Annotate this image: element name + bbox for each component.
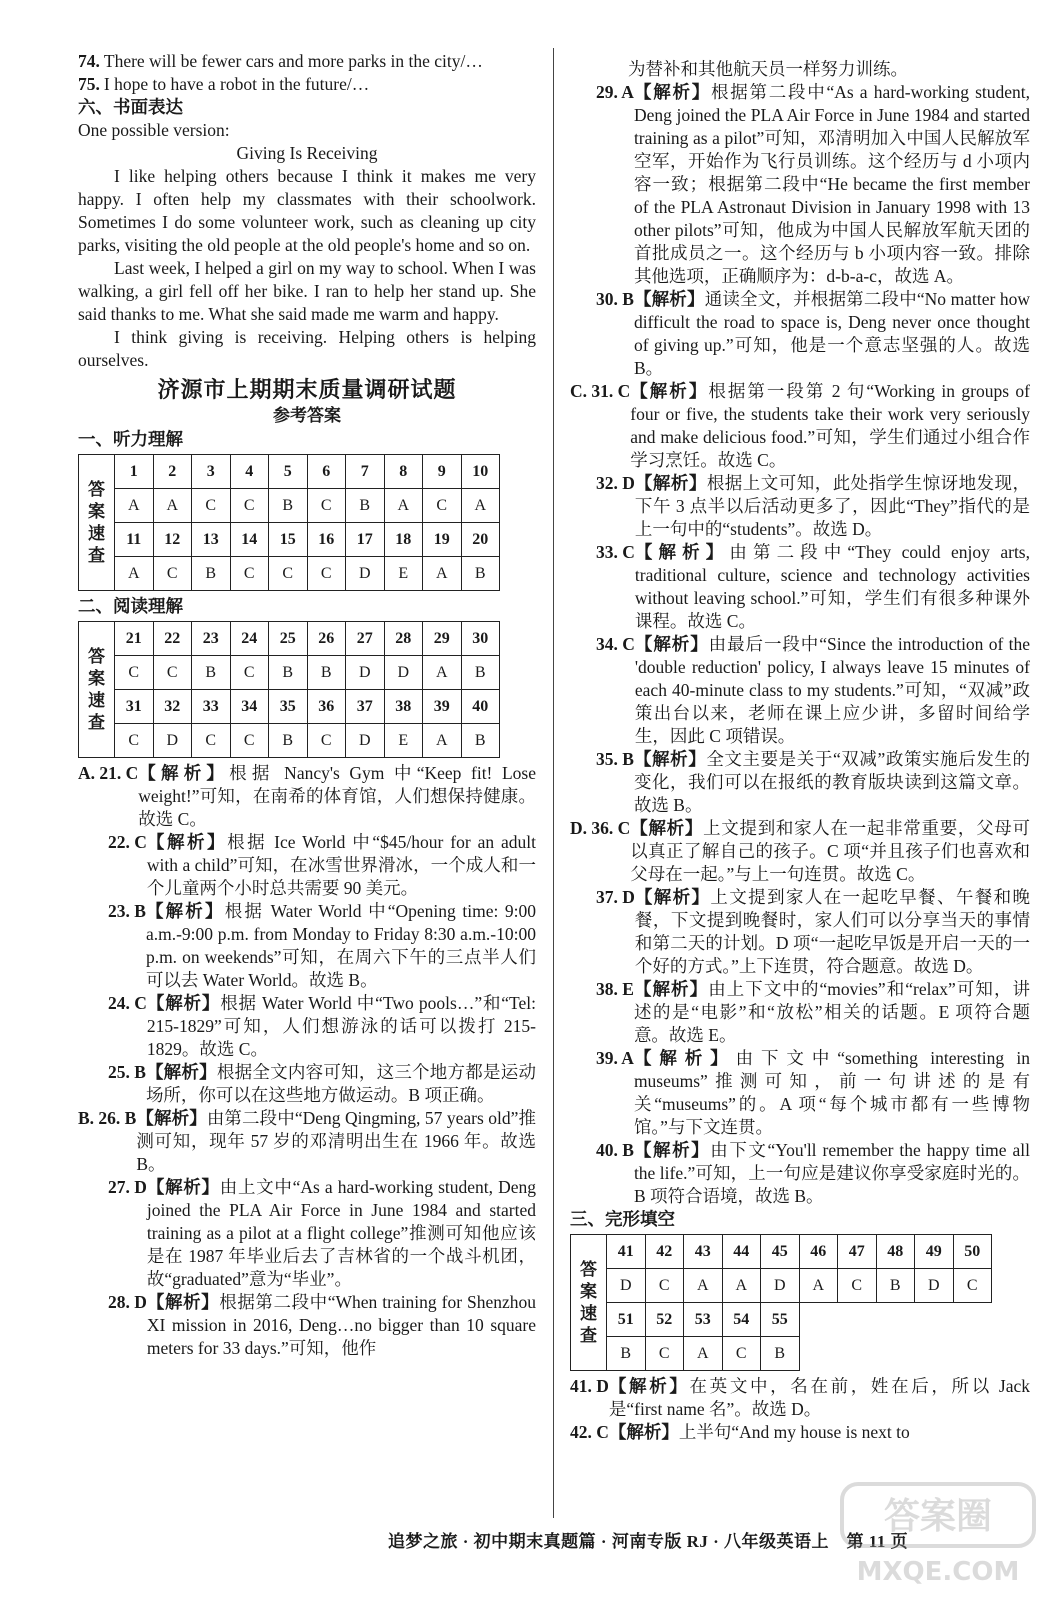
explanation-text: 由上下文中的“movies”和“relax”可知，讲述的是“电影”和“放松”相关的话题。E 项符合题意。故选 E。: [633, 979, 1030, 1045]
question-number-cell: 31: [115, 690, 154, 724]
answer-cell: B: [876, 1269, 915, 1303]
question-number-cell: 48: [876, 1235, 915, 1269]
watermark-logo: [838, 1480, 1038, 1590]
explanation-item: [570, 978, 1030, 1047]
item-number: 37. D: [596, 887, 635, 907]
item-number: D. 36. C: [570, 818, 631, 838]
answer-cell: B: [461, 557, 500, 591]
question-number-cell: 45: [761, 1235, 800, 1269]
continued-text: 为替补和其他航天员一样努力训练。: [628, 59, 908, 79]
item-number: 27. D: [108, 1177, 147, 1197]
answer-cell: A: [684, 1337, 723, 1371]
analysis-tag: 【解析】: [634, 634, 709, 654]
question-number-cell: 34: [230, 690, 269, 724]
explanation-item: [570, 1421, 1030, 1444]
question-number-cell: 4: [230, 455, 269, 489]
explanation-item: [570, 817, 1030, 886]
analysis-tag: 【解析】: [634, 542, 730, 562]
svg-text:MXQE.COM: MXQE.COM: [856, 1557, 1020, 1587]
answer-cell: C: [192, 724, 231, 758]
answer-cell: C: [307, 724, 346, 758]
question-number-cell: 35: [269, 690, 308, 724]
analysis-tag: 【解析】: [146, 993, 221, 1013]
essay-paragraph: I think giving is receiving. Helping others is helping ourselves.: [78, 327, 536, 370]
answer-cell: C: [645, 1337, 684, 1371]
question-number-cell: 53: [684, 1303, 723, 1337]
question-number-cell: 41: [607, 1235, 646, 1269]
explanation-text: 由第二段中“Deng Qingming, 57 years old”推测可知，现年 57 岁的邓清明出生在 1966 年。故选 B。: [136, 1108, 537, 1174]
answer-cell: B: [269, 724, 308, 758]
question-number-cell: 13: [192, 523, 231, 557]
explanation-item: [78, 1061, 536, 1107]
explanation-text: 根据 Water World 中“Opening time: 9:00 a.m.-9:00 p.m. from Monday to Friday 8:30 a.m.-10:00 p.m. on weekends”可知，在周六下午的三点半人们可以去 Water World。故选 B。: [145, 901, 536, 990]
question-number-cell: 23: [192, 622, 231, 656]
question-number-cell: 42: [645, 1235, 684, 1269]
explanation-text: 根据第二段中“When training for Shenzhou XI mission in 2016, Deng…no bigger than 10 square meters for 33 days.”可知，他作: [146, 1292, 537, 1358]
question-number-cell: 49: [915, 1235, 954, 1269]
answer-cell: C: [230, 724, 269, 758]
answer-cell: D: [346, 557, 385, 591]
answer-cell: D: [346, 724, 385, 758]
question-number-cell: 22: [153, 622, 192, 656]
analysis-tag: 【解析】: [633, 289, 705, 309]
explanation-item: [78, 992, 536, 1061]
analysis-tag: 【解析】: [630, 381, 709, 401]
answer-cell: D: [153, 724, 192, 758]
item-number: 28. D: [108, 1292, 147, 1312]
question-number-cell: 29: [423, 622, 462, 656]
item-number: 39. A: [596, 1048, 634, 1068]
explanation-text: 由上文中“As a hard-working student, Deng joined the PLA Air Force in June 1984 and started training as a pilot at a flight college”推测可知他应该是在 1987 年毕业后去了吉林省的一个战斗机团，故“graduated”意为“毕业”。: [146, 1177, 536, 1289]
question-number-cell: 11: [115, 523, 154, 557]
explanation-item: [570, 748, 1030, 817]
item-number: 34. C: [596, 634, 635, 654]
item-number: 30. B: [596, 289, 634, 309]
analysis-tag: 【解析】: [630, 818, 704, 838]
answer-cell: B: [461, 656, 500, 690]
question-number-cell: 51: [607, 1303, 646, 1337]
answer-cell: A: [423, 656, 462, 690]
analysis-tag: 【解析】: [146, 832, 228, 852]
explanation-item: [78, 762, 536, 831]
answer-cell: B: [761, 1337, 800, 1371]
answer-cell: B: [461, 724, 500, 758]
answer-cell: B: [192, 557, 231, 591]
question-number-cell: 6: [307, 455, 346, 489]
explanation-text: 由下文中“something interesting in museums”推测可知，前一句讲述的是有关“museums”的。A 项“每个城市都有一些博物馆。”与下文连贯。: [633, 1048, 1030, 1137]
answer-cell: A: [384, 489, 423, 523]
question-number-cell: 3: [192, 455, 231, 489]
page-footer: 追梦之旅 · 初中期末真题篇 · 河南专版 RJ · 八年级英语上 第 11 页: [388, 1532, 909, 1551]
explanation-item: [570, 472, 1030, 541]
item-number: 23. B: [108, 901, 146, 921]
answer-table-listening: [78, 454, 500, 591]
question-number-cell: 28: [384, 622, 423, 656]
item-number: 25. B: [108, 1062, 146, 1082]
analysis-tag: 【解析】: [136, 1108, 207, 1128]
question-number-cell: 7: [346, 455, 385, 489]
section-heading-reading: 二、阅读理解: [78, 596, 183, 616]
analysis-tag: 【解析】: [608, 1422, 679, 1442]
question-number-cell: 2: [153, 455, 192, 489]
analysis-tag: 【解析】: [633, 1048, 736, 1068]
question-74: [78, 50, 536, 73]
answer-text: There will be fewer cars and more parks in the city/…: [103, 51, 483, 71]
answer-cell: C: [230, 656, 269, 690]
question-number-cell: 5: [269, 455, 308, 489]
item-number: 42. C: [570, 1422, 609, 1442]
question-number-cell: 12: [153, 523, 192, 557]
answer-cell: B: [269, 656, 308, 690]
exam-title: 济源市上期期末质量调研试题: [157, 377, 457, 402]
explanation-text: 由最后一段中“Since the introduction of the 'double reduction' policy, I always leave 15 minutes of each 40-minute class to my students.”可知，“双减”政策出台以来，老师在课上应少讲，多留时间给学生，因此 C 项错误。: [634, 634, 1031, 746]
explanation-text: 根据全文内容可知，这三个地方都是运动场所，你可以在这些地方做运动。B 项正确。: [145, 1062, 537, 1105]
answer-cell: E: [384, 557, 423, 591]
answer-cell: A: [115, 489, 154, 523]
empty-cell: [799, 1337, 992, 1371]
explanation-text: 上半句“And my house is next to: [678, 1422, 910, 1442]
explanation-item: [78, 900, 536, 992]
question-number-cell: 30: [461, 622, 500, 656]
analysis-tag: 【解析】: [633, 82, 711, 102]
analysis-tag: 【解析】: [138, 763, 230, 783]
question-number-cell: 43: [684, 1235, 723, 1269]
question-number-cell: 47: [838, 1235, 877, 1269]
explanation-item: [78, 1291, 536, 1360]
item-number: 40. B: [596, 1140, 634, 1160]
explanation-text: 根据上文可知，此处指学生惊讶地发现，下午 3 点半以后活动更多了，因此“They”指代的是上一句中的“students”。故选 D。: [634, 473, 1031, 539]
item-number: B. 26. B: [78, 1108, 137, 1128]
item-number: C. 31. C: [570, 381, 631, 401]
explanation-text: 上文提到家人在一起吃早餐、午餐和晚餐，下文提到晚餐时，家人们可以分享当天的事情和第二天的计划。D 项“一起吃早饭是开启一天的一个好的方式。”上下连贯，符合题意。故选 D。: [634, 887, 1031, 976]
question-number-cell: 52: [645, 1303, 684, 1337]
section-heading-listening: 一、听力理解: [78, 429, 183, 449]
question-number-cell: 19: [423, 523, 462, 557]
item-number: 35. B: [596, 749, 634, 769]
answer-cell: C: [153, 557, 192, 591]
item-number: 29. A: [596, 82, 634, 102]
explanation-text: 由下文“You'll remember the happy time all the life.”可知，上一句应是建议你享受家庭时光的。B 项符合语境，故选 B。: [633, 1140, 1030, 1206]
question-number-cell: 54: [722, 1303, 761, 1337]
analysis-tag: 【解析】: [633, 1140, 711, 1160]
analysis-tag: 【解析】: [634, 887, 711, 907]
question-number-cell: 32: [153, 690, 192, 724]
answer-table-cloze: [570, 1234, 992, 1371]
essay-title: Giving Is Receiving: [236, 143, 378, 163]
explanation-text: 在英文中，名在前，姓在后，所以 Jack 是“first name 名”。故选 D。: [608, 1376, 1030, 1419]
answer-cell: D: [915, 1269, 954, 1303]
answer-cell: A: [461, 489, 500, 523]
analysis-tag: 【解析】: [633, 979, 709, 999]
question-number-cell: 46: [799, 1235, 838, 1269]
explanation-item: [570, 1047, 1030, 1139]
explanation-text: 上文提到和家人在一起非常重要，父母可以真正了解自己的孩子。C 项“并且孩子们也喜欢和父母在一起。”与上一句连贯。故选 C。: [630, 818, 1031, 884]
question-number-cell: 1: [115, 455, 154, 489]
answer-cell: A: [423, 724, 462, 758]
question-number-cell: 40: [461, 690, 500, 724]
answer-table-reading: [78, 621, 500, 758]
question-number-cell: 10: [461, 455, 500, 489]
section-heading-writing: 六、书面表达: [78, 97, 183, 117]
explanation-text: 根据 Nancy's Gym 中“Keep fit! Lose weight!”可知，在南希的体育馆，人们想保持健康。故选 C。: [138, 763, 536, 829]
version-label: One possible version:: [78, 120, 230, 140]
column-divider: [553, 48, 554, 1518]
exam-subtitle: 参考答案: [273, 406, 341, 425]
item-number: 24. C: [108, 993, 147, 1013]
answer-cell: E: [384, 724, 423, 758]
question-number-cell: 18: [384, 523, 423, 557]
question-number-cell: 26: [307, 622, 346, 656]
question-number-cell: 16: [307, 523, 346, 557]
left-column: [78, 50, 536, 1360]
answer-cell: A: [799, 1269, 838, 1303]
answer-cell: C: [269, 557, 308, 591]
question-number-cell: 50: [953, 1235, 992, 1269]
answer-cell: C: [423, 489, 462, 523]
question-number-cell: 21: [115, 622, 154, 656]
answer-cell: B: [192, 656, 231, 690]
answer-cell: C: [307, 557, 346, 591]
item-number: 32. D: [596, 473, 635, 493]
explanation-text: 根据第二段中“As a hard-working student, Deng joined the PLA Air Force in June 1984 and started training as a pilot”可知，邓清明加入中国人民解放军空军，开始作为飞行员训练。这个经历与 d 小项内容一致；根据第二段中“He became the first member of the PLA Astronaut Division in January 1998 with 13 other pilots”可知，他成为中国人民解放军航天团的首批成员之一。这个经历与 b 小项内容一致。排除其他选项，正确顺序为：d-b-a-c，故选 A。: [633, 82, 1030, 286]
question-number-cell: 17: [346, 523, 385, 557]
answer-cell: C: [722, 1337, 761, 1371]
question-number-cell: 20: [461, 523, 500, 557]
item-number: 33. C: [596, 542, 635, 562]
answer-cell: B: [269, 489, 308, 523]
explanation-item: [570, 380, 1030, 472]
table-label: 答 案 速 查: [79, 622, 115, 758]
answer-cell: C: [953, 1269, 992, 1303]
question-number-cell: 33: [192, 690, 231, 724]
answer-cell: D: [346, 656, 385, 690]
analysis-tag: 【解析】: [608, 1376, 690, 1396]
answer-cell: A: [423, 557, 462, 591]
essay-paragraph: I like helping others because I think it makes me very happy. I often help my classmates with their schoolwork. Sometimes I do some volunteer work, such as cleaning up city parks, visiting the old people at the old people's home and so on.: [78, 166, 536, 255]
question-number-cell: 27: [346, 622, 385, 656]
question-number-cell: 15: [269, 523, 308, 557]
right-column: [570, 58, 1030, 1444]
question-number-cell: 44: [722, 1235, 761, 1269]
analysis-tag: 【解析】: [146, 1292, 220, 1312]
explanation-text: 根据第一段第 2 句“Working in groups of four or five, the students take their work very seriously and make delicious food.”可知，学生们通过小组合作学习烹饪。故选 C。: [630, 381, 1030, 470]
answer-cell: D: [607, 1269, 646, 1303]
answer-cell: C: [153, 656, 192, 690]
question-number-cell: 14: [230, 523, 269, 557]
answer-cell: C: [115, 724, 154, 758]
explanation-item: [570, 1139, 1030, 1208]
analysis-tag: 【解析】: [146, 1177, 220, 1197]
explanation-item: [570, 81, 1030, 288]
question-number-cell: 25: [269, 622, 308, 656]
question-number: 75.: [78, 74, 100, 94]
explanation-item: [570, 288, 1030, 380]
answer-cell: C: [645, 1269, 684, 1303]
question-number-cell: 39: [423, 690, 462, 724]
essay-paragraph: Last week, I helped a girl on my way to school. When I was walking, a girl fell off her bike. I ran to help her stand up. She said thanks to me. What she said made me warm and happy.: [78, 258, 536, 324]
question-number-cell: 24: [230, 622, 269, 656]
item-number: 22. C: [108, 832, 147, 852]
section-heading-cloze: 三、完形填空: [570, 1209, 675, 1229]
explanation-item: [570, 1375, 1030, 1421]
answer-cell: A: [115, 557, 154, 591]
table-label: 答 案 速 查: [571, 1235, 607, 1371]
answer-cell: C: [230, 489, 269, 523]
item-number: A. 21. C: [78, 763, 139, 783]
explanation-item: [78, 1176, 536, 1291]
explanation-item: [78, 831, 536, 900]
answer-cell: B: [346, 489, 385, 523]
explanation-text: 由第二段中“They could enjoy arts, traditional culture, science and technology activities without leaving school.”可知，学生们有很多种课外课程。故选 C。: [634, 542, 1030, 631]
explanation-text: 全文主要是关于“双减”政策实施后发生的变化，我们可以在报纸的教育版块读到这篇文章。故选 B。: [633, 749, 1030, 815]
answer-cell: D: [384, 656, 423, 690]
analysis-tag: 【解析】: [634, 473, 707, 493]
answer-cell: C: [838, 1269, 877, 1303]
question-number-cell: 37: [346, 690, 385, 724]
item-number: 41. D: [570, 1376, 609, 1396]
explanation-item: [570, 886, 1030, 978]
answer-cell: C: [230, 557, 269, 591]
question-number-cell: 55: [761, 1303, 800, 1337]
explanation-item: [570, 633, 1030, 748]
question-number-cell: 9: [423, 455, 462, 489]
answer-cell: A: [153, 489, 192, 523]
answer-cell: C: [115, 656, 154, 690]
explanation-item: [570, 541, 1030, 633]
answer-cell: D: [761, 1269, 800, 1303]
explanation-text: 通读全文，并根据第二段中“No matter how difficult the road to space is, Deng never once thought of giving up.”可知，他是一个意志坚强的人。故选 B。: [633, 289, 1031, 378]
svg-text:答案圈: 答案圈: [883, 1496, 993, 1537]
item-number: 38. E: [596, 979, 634, 999]
answer-cell: B: [307, 656, 346, 690]
explanation-text: 根据 Ice World 中“$45/hour for an adult with a child”可知，在冰雪世界滑冰，一个成人和一个儿童两个小时总共需要 90 美元。: [146, 832, 536, 898]
question-75: [78, 73, 536, 96]
question-number-cell: 36: [307, 690, 346, 724]
explanation-text: 根据 Water World 中“Two pools…”和“Tel: 215-1829”可知，人们想游泳的话可以拨打 215-1829。故选 C。: [146, 993, 537, 1059]
question-number-cell: 38: [384, 690, 423, 724]
explanation-item: [78, 1107, 536, 1176]
answer-cell: B: [607, 1337, 646, 1371]
answer-text: I hope to have a robot in the future/…: [103, 74, 370, 94]
analysis-tag: 【解析】: [145, 901, 225, 921]
question-number: 74.: [78, 51, 100, 71]
answer-cell: C: [307, 489, 346, 523]
answer-cell: A: [684, 1269, 723, 1303]
table-label: 答 案 速 查: [79, 455, 115, 591]
analysis-tag: 【解析】: [633, 749, 707, 769]
answer-cell: C: [192, 489, 231, 523]
analysis-tag: 【解析】: [145, 1062, 217, 1082]
answer-cell: A: [722, 1269, 761, 1303]
question-number-cell: 8: [384, 455, 423, 489]
empty-cell: [799, 1303, 992, 1337]
